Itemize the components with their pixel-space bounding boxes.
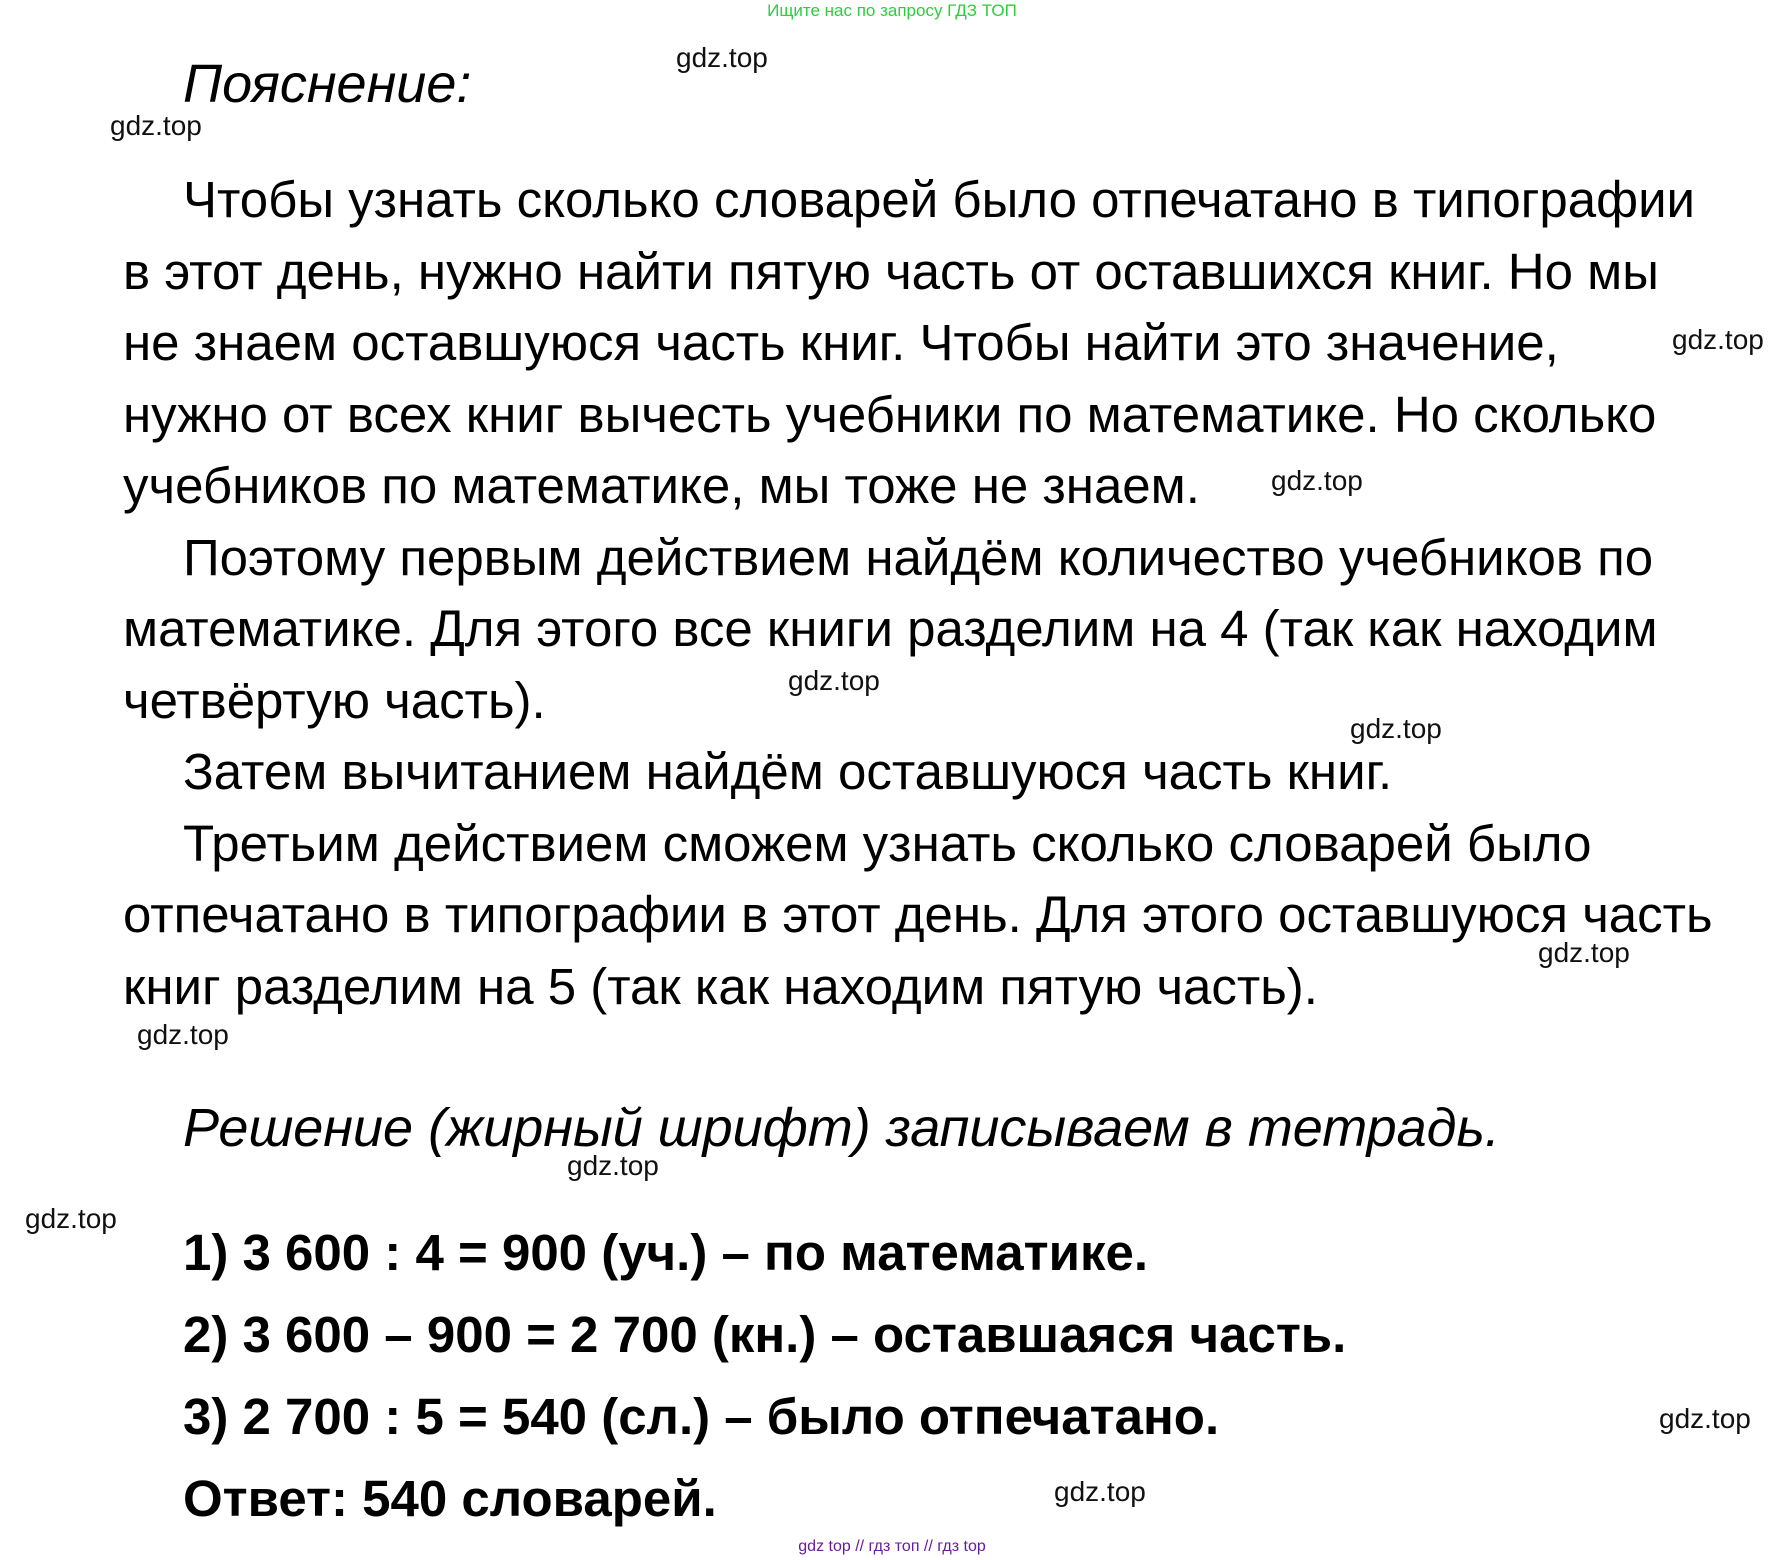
footer-links: gdz top // гдз топ // гдз top xyxy=(798,1538,986,1555)
watermark: gdz.top xyxy=(1672,324,1764,355)
watermark: gdz.top xyxy=(1271,465,1363,496)
explanation-line: книг разделим на 5 (так как находим пятую часть). xyxy=(123,957,1318,1015)
top-banner: Ищите нас по запросу ГДЗ ТОП xyxy=(767,1,1017,20)
watermark: gdz.top xyxy=(676,42,768,73)
explanation-line: Затем вычитанием найдём оставшуюся часть книг. xyxy=(183,743,1393,800)
watermark: gdz.top xyxy=(788,665,880,696)
explanation-line: в этот день, нужно найти пятую часть от оставшихся книг. Но мы xyxy=(123,242,1659,300)
solution-step: 3) 2 700 : 5 = 540 (сл.) – было отпечатано. xyxy=(183,1388,1220,1445)
solution-step: 1) 3 600 : 4 = 900 (уч.) – по математике. xyxy=(183,1224,1149,1281)
explanation-line: Третьим действием сможем узнать сколько словарей было xyxy=(183,814,1592,872)
explanation-line: учебников по математике, мы тоже не знаем. xyxy=(123,457,1200,514)
explanation-line: не знаем оставшуюся часть книг. Чтобы найти это значение, xyxy=(123,314,1559,371)
explanation-line: Поэтому первым действием найдём количество учебников по xyxy=(183,528,1654,586)
explanation-heading: Пояснение: xyxy=(183,54,472,114)
explanation-line: Чтобы узнать сколько словарей было отпечатано в типографии xyxy=(183,171,1696,228)
solution-heading: Решение (жирный шрифт) записываем в тетрадь. xyxy=(183,1098,1500,1158)
watermark: gdz.top xyxy=(110,110,202,141)
explanation-line: математике. Для этого все книги разделим на 4 (так как находим xyxy=(123,600,1658,657)
watermark: gdz.top xyxy=(25,1203,117,1234)
answer: Ответ: 540 словарей. xyxy=(183,1470,717,1527)
watermark: gdz.top xyxy=(137,1019,229,1050)
solution-step: 2) 3 600 – 900 = 2 700 (кн.) – оставшаяся часть. xyxy=(183,1306,1347,1363)
watermark: gdz.top xyxy=(567,1150,659,1181)
explanation-line: отпечатано в типографии в этот день. Для этого оставшуюся часть xyxy=(123,886,1713,943)
explanation-line: нужно от всех книг вычесть учебники по математике. Но сколько xyxy=(123,385,1657,443)
watermark: gdz.top xyxy=(1054,1476,1146,1507)
watermark: gdz.top xyxy=(1538,937,1630,968)
solution-block xyxy=(183,1212,1346,1540)
explanation-line: четвёртую часть). xyxy=(123,671,546,729)
explanation-text xyxy=(123,164,1773,1022)
watermark: gdz.top xyxy=(1350,713,1442,744)
watermark: gdz.top xyxy=(1659,1403,1751,1434)
